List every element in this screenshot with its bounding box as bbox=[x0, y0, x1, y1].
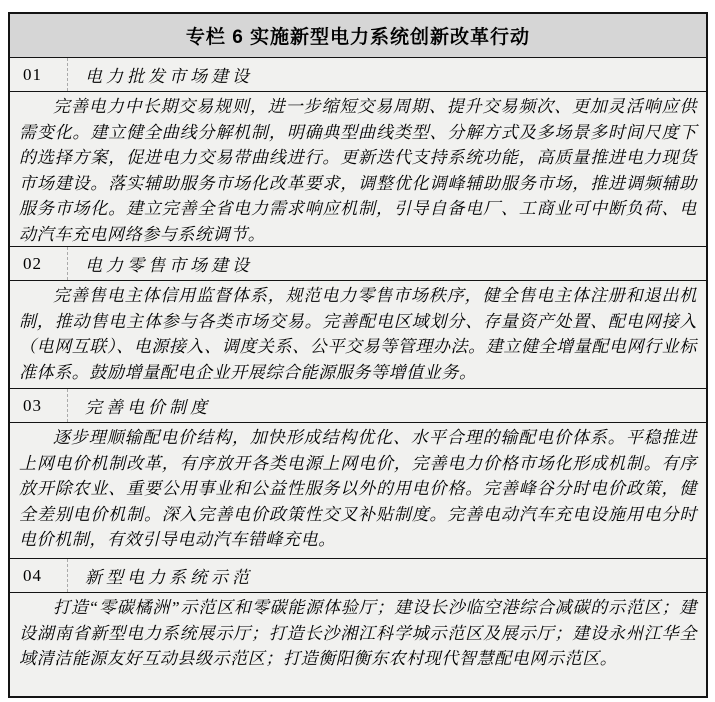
section-04-title: 新型电力系统示范 bbox=[85, 568, 253, 587]
panel-title: 专栏 6 实施新型电力系统创新改革行动 bbox=[10, 14, 706, 58]
section-02-header bbox=[10, 247, 706, 281]
section-04-body-text: 打造“零碳橘洲”示范区和零碳能源体验厅；建设长沙临空港综合减碳的示范区；建设湖南省新型电力系统展示厅；打造长沙湘江科学城示范区及展示厅；建设永州江华全域清洁能源友好互动县级示范区；打造衡阳衡东农村现代智慧配电网示范区。 bbox=[19, 598, 697, 668]
section-01-body-text: 完善电力中长期交易规则，进一步缩短交易周期、提升交易频次、更加灵活响应供需变化。建立健全曲线分解机制，明确典型曲线类型、分解方式及多场景多时间尺度下的选择方案，促进电力交易带曲线进行。更新迭代支持系统功能，高质量推进电力现货市场建设。落实辅助服务市场化改革要求，调整优化调峰辅助服务市场，推进调频辅助服务市场化。建立完善全省电力需求响应机制，引导自备电厂、工商业可中断负荷、电动汽车充电网络参与系统调节。 bbox=[19, 97, 697, 244]
section-02-title: 电力零售市场建设 bbox=[85, 256, 253, 275]
section-03-number: 03 bbox=[10, 389, 68, 422]
section-04-header bbox=[10, 559, 706, 593]
section-02-number: 02 bbox=[10, 247, 68, 280]
section-03-title: 完善电价制度 bbox=[85, 398, 211, 417]
section-01-header bbox=[10, 58, 706, 92]
section-03-body bbox=[10, 423, 706, 559]
section-03-header bbox=[10, 389, 706, 423]
section-04-body bbox=[10, 593, 706, 696]
section-01-number: 01 bbox=[10, 58, 68, 91]
section-01-title: 电力批发市场建设 bbox=[85, 67, 253, 86]
section-04-number: 04 bbox=[10, 559, 68, 592]
section-01-body bbox=[10, 92, 706, 247]
section-02-body bbox=[10, 281, 706, 389]
section-03-body-text: 逐步理顺输配电价结构，加快形成结构优化、水平合理的输配电价体系。平稳推进上网电价机制改革，有序放开各类电源上网电价，完善电力价格市场化形成机制。有序放开除农业、重要公用事业和公益性服务以外的用电价格。完善峰谷分时电价政策，健全差别电价机制。深入完善电价政策性交叉补贴制度。完善电动汽车充电设施用电分时电价机制，有效引导电动汽车错峰充电。 bbox=[19, 428, 697, 549]
power-system-reform-table bbox=[8, 12, 708, 698]
section-02-body-text: 完善售电主体信用监督体系，规范电力零售市场秩序，健全售电主体注册和退出机制，推动售电主体参与各类市场交易。完善配电区域划分、存量资产处置、配电网接入（电网互联）、电源接入、调度关系、公平交易等管理办法。建立健全增量配电网行业标准体系。鼓励增量配电企业开展综合能源服务等增值业务。 bbox=[19, 286, 697, 382]
